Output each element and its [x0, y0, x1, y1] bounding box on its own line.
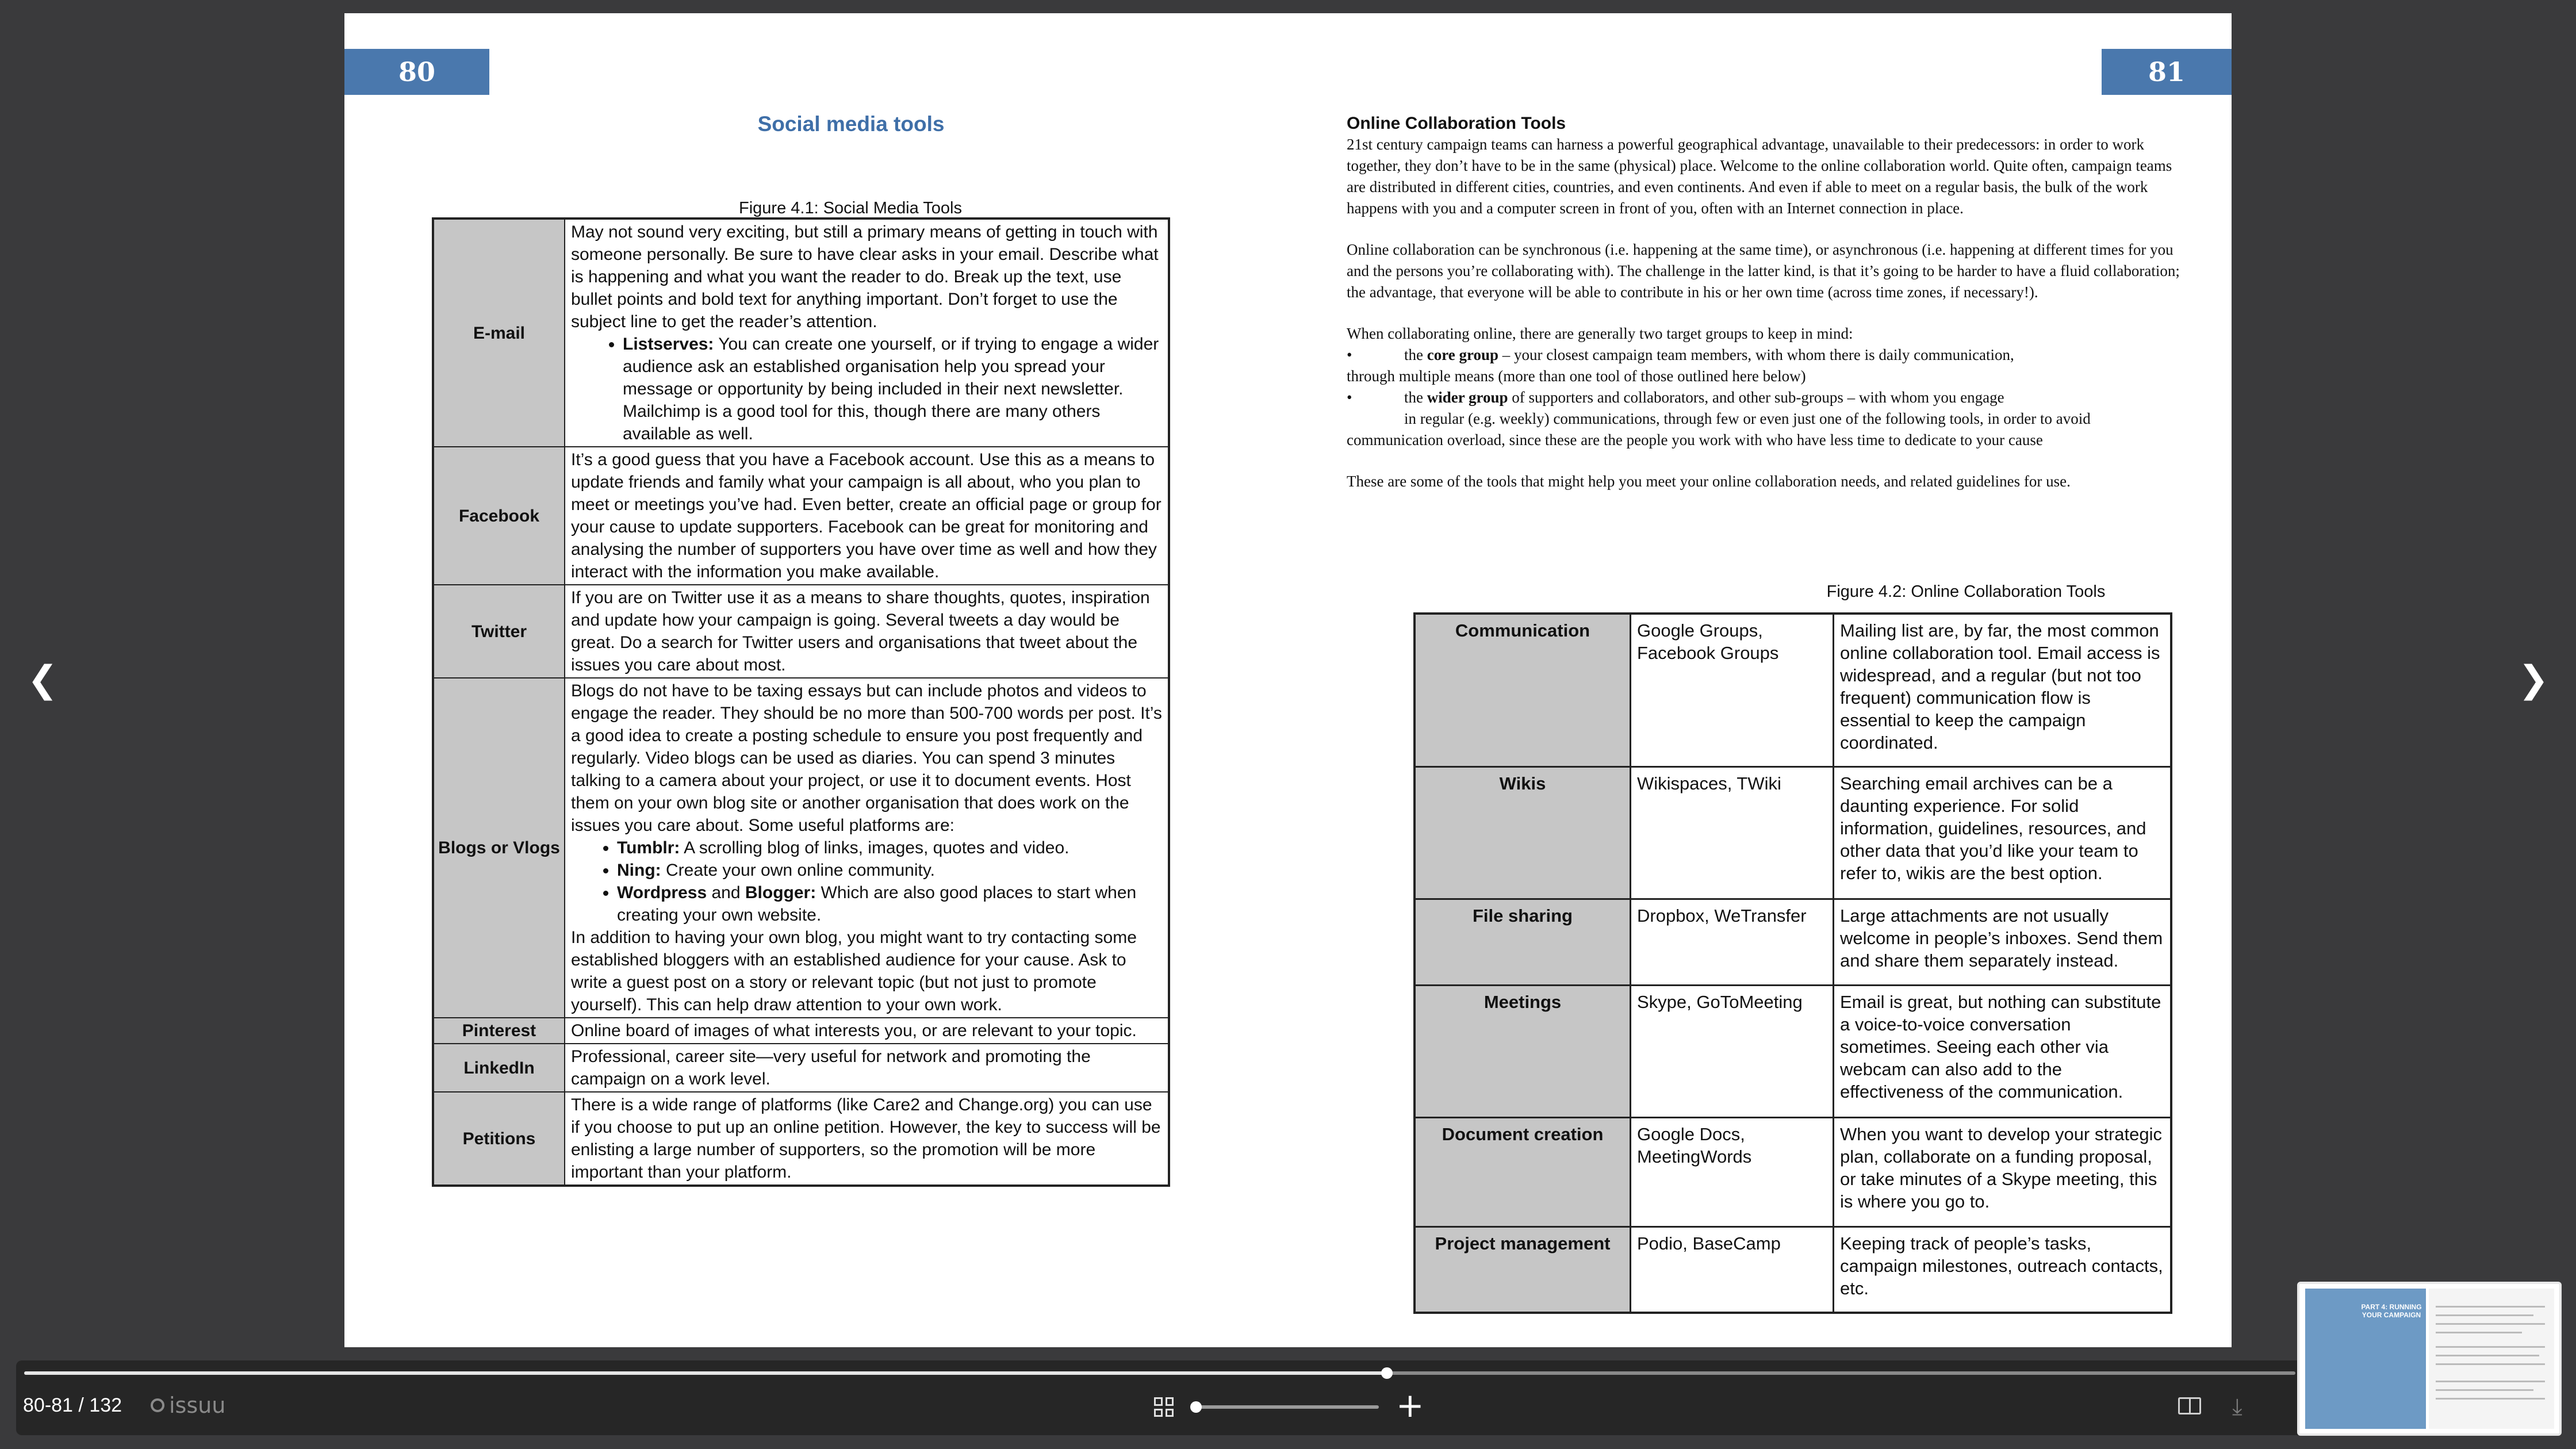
list-item: • the wider group of supporters and collaborators, and other sub-groups – with whom you engage [1347, 389, 2004, 406]
row-tools: Skype, GoToMeeting [1631, 985, 1834, 1117]
brand-label: issuu [169, 1393, 226, 1418]
row-text: Searching email archives can be a daunting experience. For solid information, guidelines, resources, and other data that you’d like your team to refer to, wikis are the best option. [1834, 766, 2172, 899]
grid-view-icon[interactable] [1154, 1397, 1174, 1417]
bullet-text: You can create one yourself, or if trying to engage a wider audience ask an established organisation help you spread your message or opportunity by being included in their next newsletter. Mailchimp is a good tool for this, though there are many others available as well. [623, 335, 1159, 443]
row-tools: Wikispaces, TWiki [1631, 766, 1834, 899]
table-row [433, 218, 1169, 447]
table-row [433, 1018, 1169, 1044]
row-label: E-mail [433, 218, 565, 447]
bullet-list [571, 333, 1162, 445]
bullet-bold: Listserves: [623, 335, 714, 354]
row-label: Meetings [1414, 985, 1631, 1117]
table-row [1414, 899, 2171, 985]
row-label: Communication [1414, 614, 1631, 766]
paragraph: When collaborating online, there are generally two target groups to keep in mind: [1347, 325, 1853, 342]
zoom-in-button[interactable]: + [1396, 1386, 1424, 1425]
next-page-button[interactable] [2516, 658, 2551, 701]
paragraph: These are some of the tools that might help you meet your online collaboration needs, and related guidelines for use. [1347, 473, 2071, 490]
row-text: Keeping track of people’s tasks, campaign milestones, outreach contacts, etc. [1834, 1226, 2172, 1313]
bullet-bold: Ning: [617, 861, 661, 880]
row-label: LinkedIn [433, 1044, 565, 1092]
row-label: Blogs or Vlogs [433, 678, 565, 1018]
table-row [433, 447, 1169, 585]
bullet-bold: Tumblr: [617, 838, 680, 857]
row-label: Document creation [1414, 1117, 1631, 1226]
row-label: Facebook [433, 447, 565, 585]
progress-handle[interactable] [1381, 1367, 1393, 1379]
chevron-right-icon: ❯ [2518, 658, 2549, 701]
figure-caption-right: Figure 4.2: Online Collaboration Tools [1826, 582, 2106, 601]
page-counter: 80-81 / 132 [23, 1394, 122, 1416]
row-text: May not sound very exciting, but still a primary means of getting in touch with someone personally. Be sure to have clear asks in your email. Describe what is happening and what you want the reader to do. Break up the text, use bullet points and bold text for anything important. Don’t forget to use the subject line to get the reader’s attention. [571, 223, 1159, 331]
list-item-continued: in regular (e.g. weekly) communications, through few or even just one of the following tools, in order to avoid [1404, 410, 2091, 427]
issuu-logo[interactable] [151, 1393, 225, 1418]
list-item [623, 333, 1162, 445]
social-media-table [432, 217, 1170, 1187]
collaboration-table [1413, 612, 2172, 1314]
table-row [433, 678, 1169, 1018]
chevron-left-icon: ❮ [27, 658, 58, 701]
page-number-left: 80 [344, 49, 489, 95]
section-title: Social media tools [757, 112, 945, 136]
list-item-continued: through multiple means (more than one tool of those outlined here below) [1347, 367, 1806, 385]
table-row [1414, 985, 2171, 1117]
table-row [1414, 1226, 2171, 1313]
row-label: File sharing [1414, 899, 1631, 985]
row-content [565, 678, 1169, 1018]
table-row [1414, 614, 2171, 766]
paragraph: 21st century campaign teams can harness a powerful geographical advantage, unavailable to their predecessors: in order to work together, they don’t have to be in the same (physical) place. Welcome to the online collaboration world. Quite often, campaign teams are distributed in different cities, countries, and even continents. And even if able to meet on a regular basis, the bulk of the work happens with you and a computer screen in front of you, often with an Internet connection in place. [1347, 136, 2172, 217]
list-item: • the core group – your closest campaign team members, with whom there is daily communication, [1347, 346, 2014, 363]
zoom-slider[interactable] [1195, 1405, 1379, 1409]
row-text: It’s a good guess that you have a Facebook account. Use this as a means to update friends and family what your campaign is all about, who you plan to meet or meetings you’ve had. Even better, create an official page or group for your cause to update supporters. Facebook can be great for monitoring and analysing the number of supporters you have over time as well and how they interact with the information you make available. [565, 447, 1169, 585]
row-label: Wikis [1414, 766, 1631, 899]
thumbnail-cover [2305, 1289, 2426, 1429]
row-text: When you want to develop your strategic plan, collaborate on a funding proposal, or take minutes of a Skype meeting, this is where you go to. [1834, 1117, 2172, 1226]
list-item [617, 859, 1162, 881]
row-text: Email is great, but nothing can substitute a voice-to-voice conversation sometimes. Seeing each other via webcam can also add to the effectiveness of the communication. [1834, 985, 2172, 1117]
page-thumbnail[interactable] [2297, 1282, 2562, 1436]
thumbnail-title: PART 4: RUNNING YOUR CAMPAIGN [2361, 1303, 2422, 1319]
row-label: Project management [1414, 1226, 1631, 1313]
table-row [433, 1092, 1169, 1186]
bullet-list [571, 837, 1162, 926]
page-number-right: 81 [2102, 49, 2232, 95]
row-tools: Google Docs, MeetingWords [1631, 1117, 1834, 1226]
document-spread [344, 13, 2232, 1347]
bullet-text: A scrolling blog of links, images, quotes and video. [680, 838, 1070, 857]
reader-mode-icon[interactable] [2178, 1397, 2201, 1414]
collaboration-heading: Online Collaboration Tools [1347, 114, 1566, 133]
row-label: Petitions [433, 1092, 565, 1186]
thumbnail-page [2429, 1289, 2554, 1429]
row-tools: Dropbox, WeTransfer [1631, 899, 1834, 985]
table-row [433, 1044, 1169, 1092]
zoom-handle[interactable] [1190, 1401, 1202, 1413]
row-text: Mailing list are, by far, the most common online collaboration tool. Email access is widespread, and a regular (but not too frequent) communication flow is essential to keep the campaign coordinated. [1834, 614, 2172, 766]
bullet-bold: Blogger: [745, 883, 816, 902]
bullet-text: Create your own online community. [661, 861, 935, 880]
figure-caption-left: Figure 4.1: Social Media Tools [739, 199, 962, 217]
row-text: Large attachments are not usually welcome in people’s inboxes. Send them and share them separately instead. [1834, 899, 2172, 985]
bullet-text: Which are also good places to start when creating your own website. [617, 883, 1137, 925]
issuu-logo-icon [151, 1398, 164, 1412]
list-item [617, 837, 1162, 859]
row-text: Blogs do not have to be taxing essays but can include photos and videos to engage the reader. They should be no more than 500-700 words per post. It’s a good idea to create a posting schedule to ensure you post frequently and regularly. Video blogs can be used as diaries. You can spend 3 minutes talking to a camera about your project, or use it to document events. Host them on your own blog site or another organisation that does work on the issues you care about. Some useful platforms are: [571, 681, 1162, 835]
row-tools: Podio, BaseCamp [1631, 1226, 1834, 1313]
row-label: Twitter [433, 585, 565, 678]
row-text: Online board of images of what interests you, or are relevant to your topic. [565, 1018, 1169, 1044]
row-content [565, 218, 1169, 447]
download-icon[interactable]: ⤓ [2232, 1394, 2242, 1420]
paragraph: Online collaboration can be synchronous (i.e. happening at the same time), or asynchronous (i.e. happening at different times for you and the persons you’re collaborating with). The challenge in the latter kind, is that it’s going to be harder to have a fluid collaboration; the advantage, that everyone will be able to contribute in his or her own time (across time zones, if necessary!). [1347, 241, 2180, 301]
row-text: If you are on Twitter use it as a means to share thoughts, quotes, inspiration and update how your campaign is going. Several tweets a day would be great. Do a search for Twitter users and organisations that tweet about the issues you care about most. [565, 585, 1169, 678]
list-item [617, 881, 1162, 926]
row-text: Professional, career site—very useful for network and promoting the campaign on a work level. [565, 1044, 1169, 1092]
right-page-text [1347, 113, 2186, 512]
previous-page-button[interactable] [25, 658, 60, 701]
progress-fill [24, 1371, 1387, 1375]
table-row [433, 585, 1169, 678]
bullet-bold: Wordpress [617, 883, 707, 902]
row-label: Pinterest [433, 1018, 565, 1044]
table-row [1414, 766, 2171, 899]
bullet-text: and [707, 883, 745, 902]
row-tools: Google Groups, Facebook Groups [1631, 614, 1834, 766]
row-text: In addition to having your own blog, you might want to try contacting some established bloggers with an established audience for your cause. Ask to write a guest post on a story or relevant topic (but not just to promote yourself). This can help draw attention to your own work. [571, 928, 1137, 1014]
row-text: There is a wide range of platforms (like Care2 and Change.org) you can use if you choose to put up an online petition. However, the key to success will be enlisting a large number of supporters, so the promotion will be more important than your platform. [565, 1092, 1169, 1186]
list-item-continued: communication overload, since these are the people you work with who have less time to dedicate to your cause [1347, 431, 2043, 448]
table-row [1414, 1117, 2171, 1226]
